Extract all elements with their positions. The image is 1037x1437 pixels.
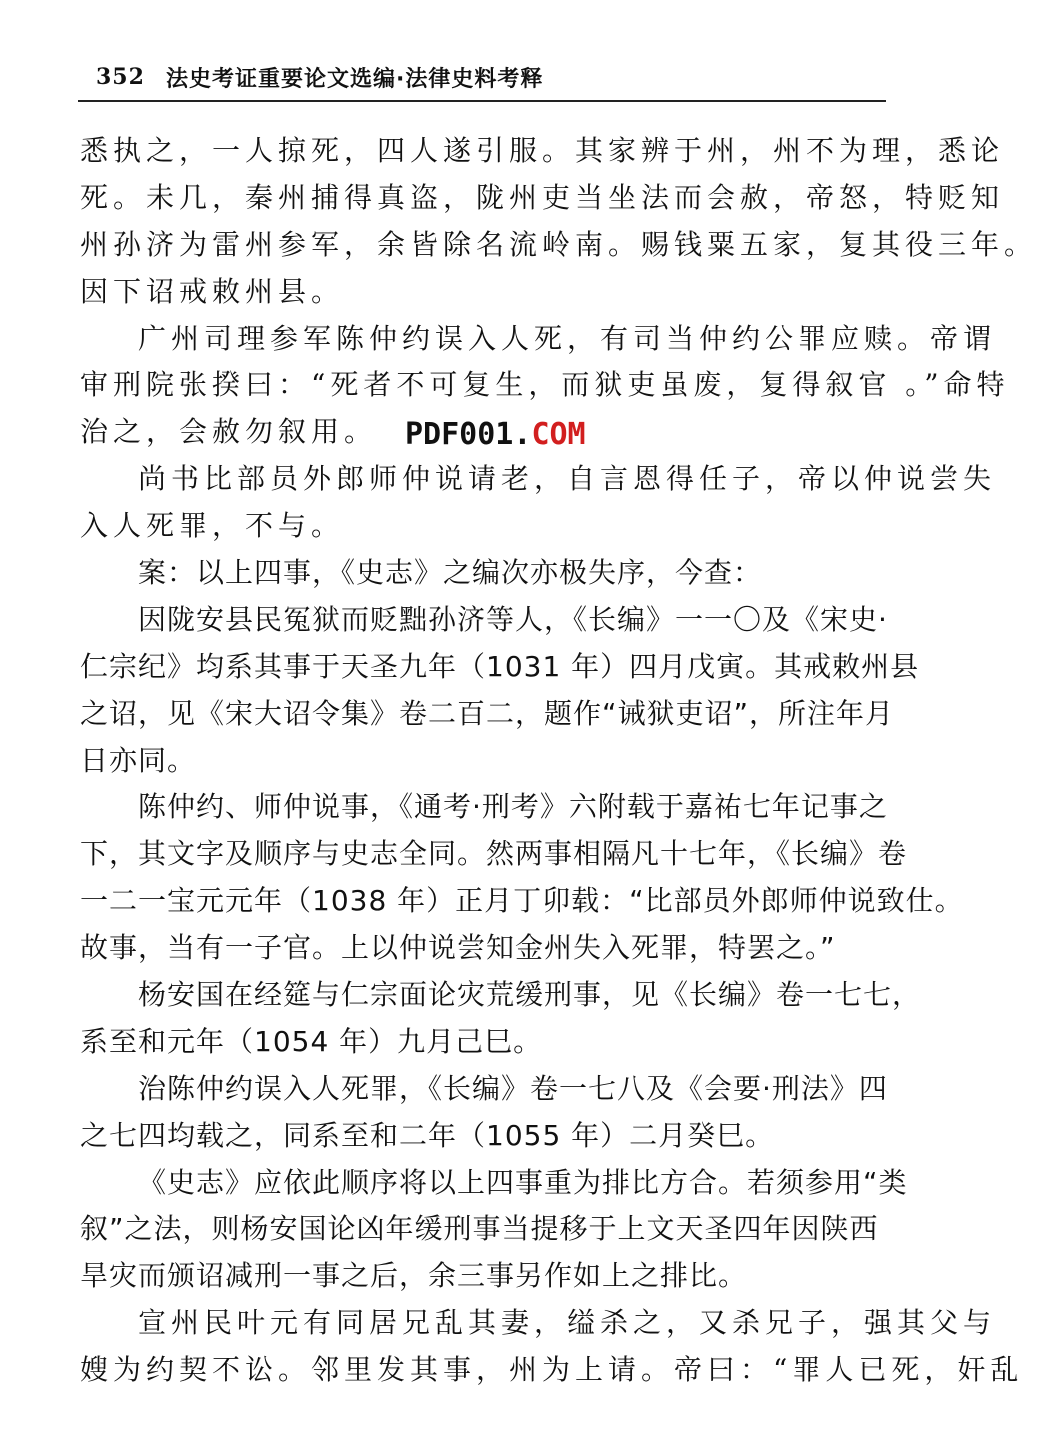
text-line: 治之，会赦勿叙用。 <box>80 415 378 449</box>
running-title: 法史考证重要论文选编·法律史料考释 <box>166 67 544 92</box>
text-line: 之诏，见《宋大诏令集》卷二百二，题作“诫狱吏诏”，所注年月 <box>80 696 895 730</box>
text-line: 死。未几，秦州捕得真盗，陇州吏当坐法而会赦，帝怒，特贬知 <box>80 180 1005 214</box>
text-line: 尚书比部员外郎师仲说请老，自言恩得任子，帝以仲说尝失 <box>138 462 997 496</box>
text-line: 广州司理参军陈仲约误入人死，有司当仲约公罪应赎。帝谓 <box>138 321 997 355</box>
text-line: 因陇安县民冤狱而贬黜孙济等人，《长编》一一〇及《宋史· <box>138 602 888 636</box>
text-line: 因下诏戒敕州县。 <box>80 274 345 308</box>
text-line: 入人死罪，不与。 <box>80 509 345 543</box>
text-line: 案：以上四事，《史志》之编次亦极失序，今查： <box>138 556 763 590</box>
page-header <box>78 62 886 102</box>
text-line: 叙”之法，则杨安国论凶年缓刑事当提移于上文天圣四年因陕西 <box>80 1212 879 1246</box>
text-line: 审刑院张揆曰：“死者不可复生，而狱吏虽废，复得叙官 。”命特 <box>80 368 1010 402</box>
text-line: 杨安国在经筵与仁宗面论灾荒缓刑事，见《长编》卷一七七， <box>138 978 922 1012</box>
text-line: 州孙济为雷州参军，余皆除名流岭南。赐钱粟五家，复其役三年。 <box>80 227 1037 261</box>
watermark-suffix: COM <box>531 417 586 452</box>
text-line: 陈仲约、师仲说事，《通考·刑考》六附载于嘉祐七年记事之 <box>138 790 888 824</box>
text-line: 系至和元年（1054 年）九月己巳。 <box>80 1024 543 1058</box>
text-line: 故事，当有一子官。上以仲说尝知金州失入死罪，特罢之。” <box>80 931 836 965</box>
text-line: 《史志》应依此顺序将以上四事重为排比方合。若须参用“类 <box>138 1165 908 1199</box>
text-line: 悉执之，一人掠死，四人遂引服。其家辨于州，州不为理，悉论 <box>80 134 1005 167</box>
text-line: 嫂为约契不讼。邻里发其事，州为上请。帝曰：“罪人已死，奸乱 <box>80 1353 1024 1387</box>
watermark <box>405 417 586 452</box>
body-text <box>80 128 1037 1394</box>
text-line: 宣州民叶元有同居兄乱其妻，缢杀之，又杀兄子，强其父与 <box>138 1306 997 1340</box>
text-line: 之七四均载之，同系至和二年（1055 年）二月癸巳。 <box>80 1118 775 1152</box>
text-line: 治陈仲约误入人死罪，《长编》卷一七八及《会要·刑法》四 <box>138 1071 888 1105</box>
text-line: 下，其文字及顺序与史志全同。然两事相隔凡十七年，《长编》卷 <box>80 837 908 871</box>
text-line: 仁宗纪》均系其事于天圣九年（1031 年）四月戊寅。其戒敕州县 <box>80 649 920 683</box>
watermark-prefix: PDF001. <box>405 417 532 452</box>
page-number: 352 <box>96 64 145 90</box>
text-line: 旱灾而颁诏减刑一事之后，余三事另作如上之排比。 <box>80 1259 748 1293</box>
text-line: 一二一宝元元年（1038 年）正月丁卯载：“比部员外郎师仲说致仕。 <box>80 884 964 918</box>
text-line: 日亦同。 <box>80 743 197 777</box>
